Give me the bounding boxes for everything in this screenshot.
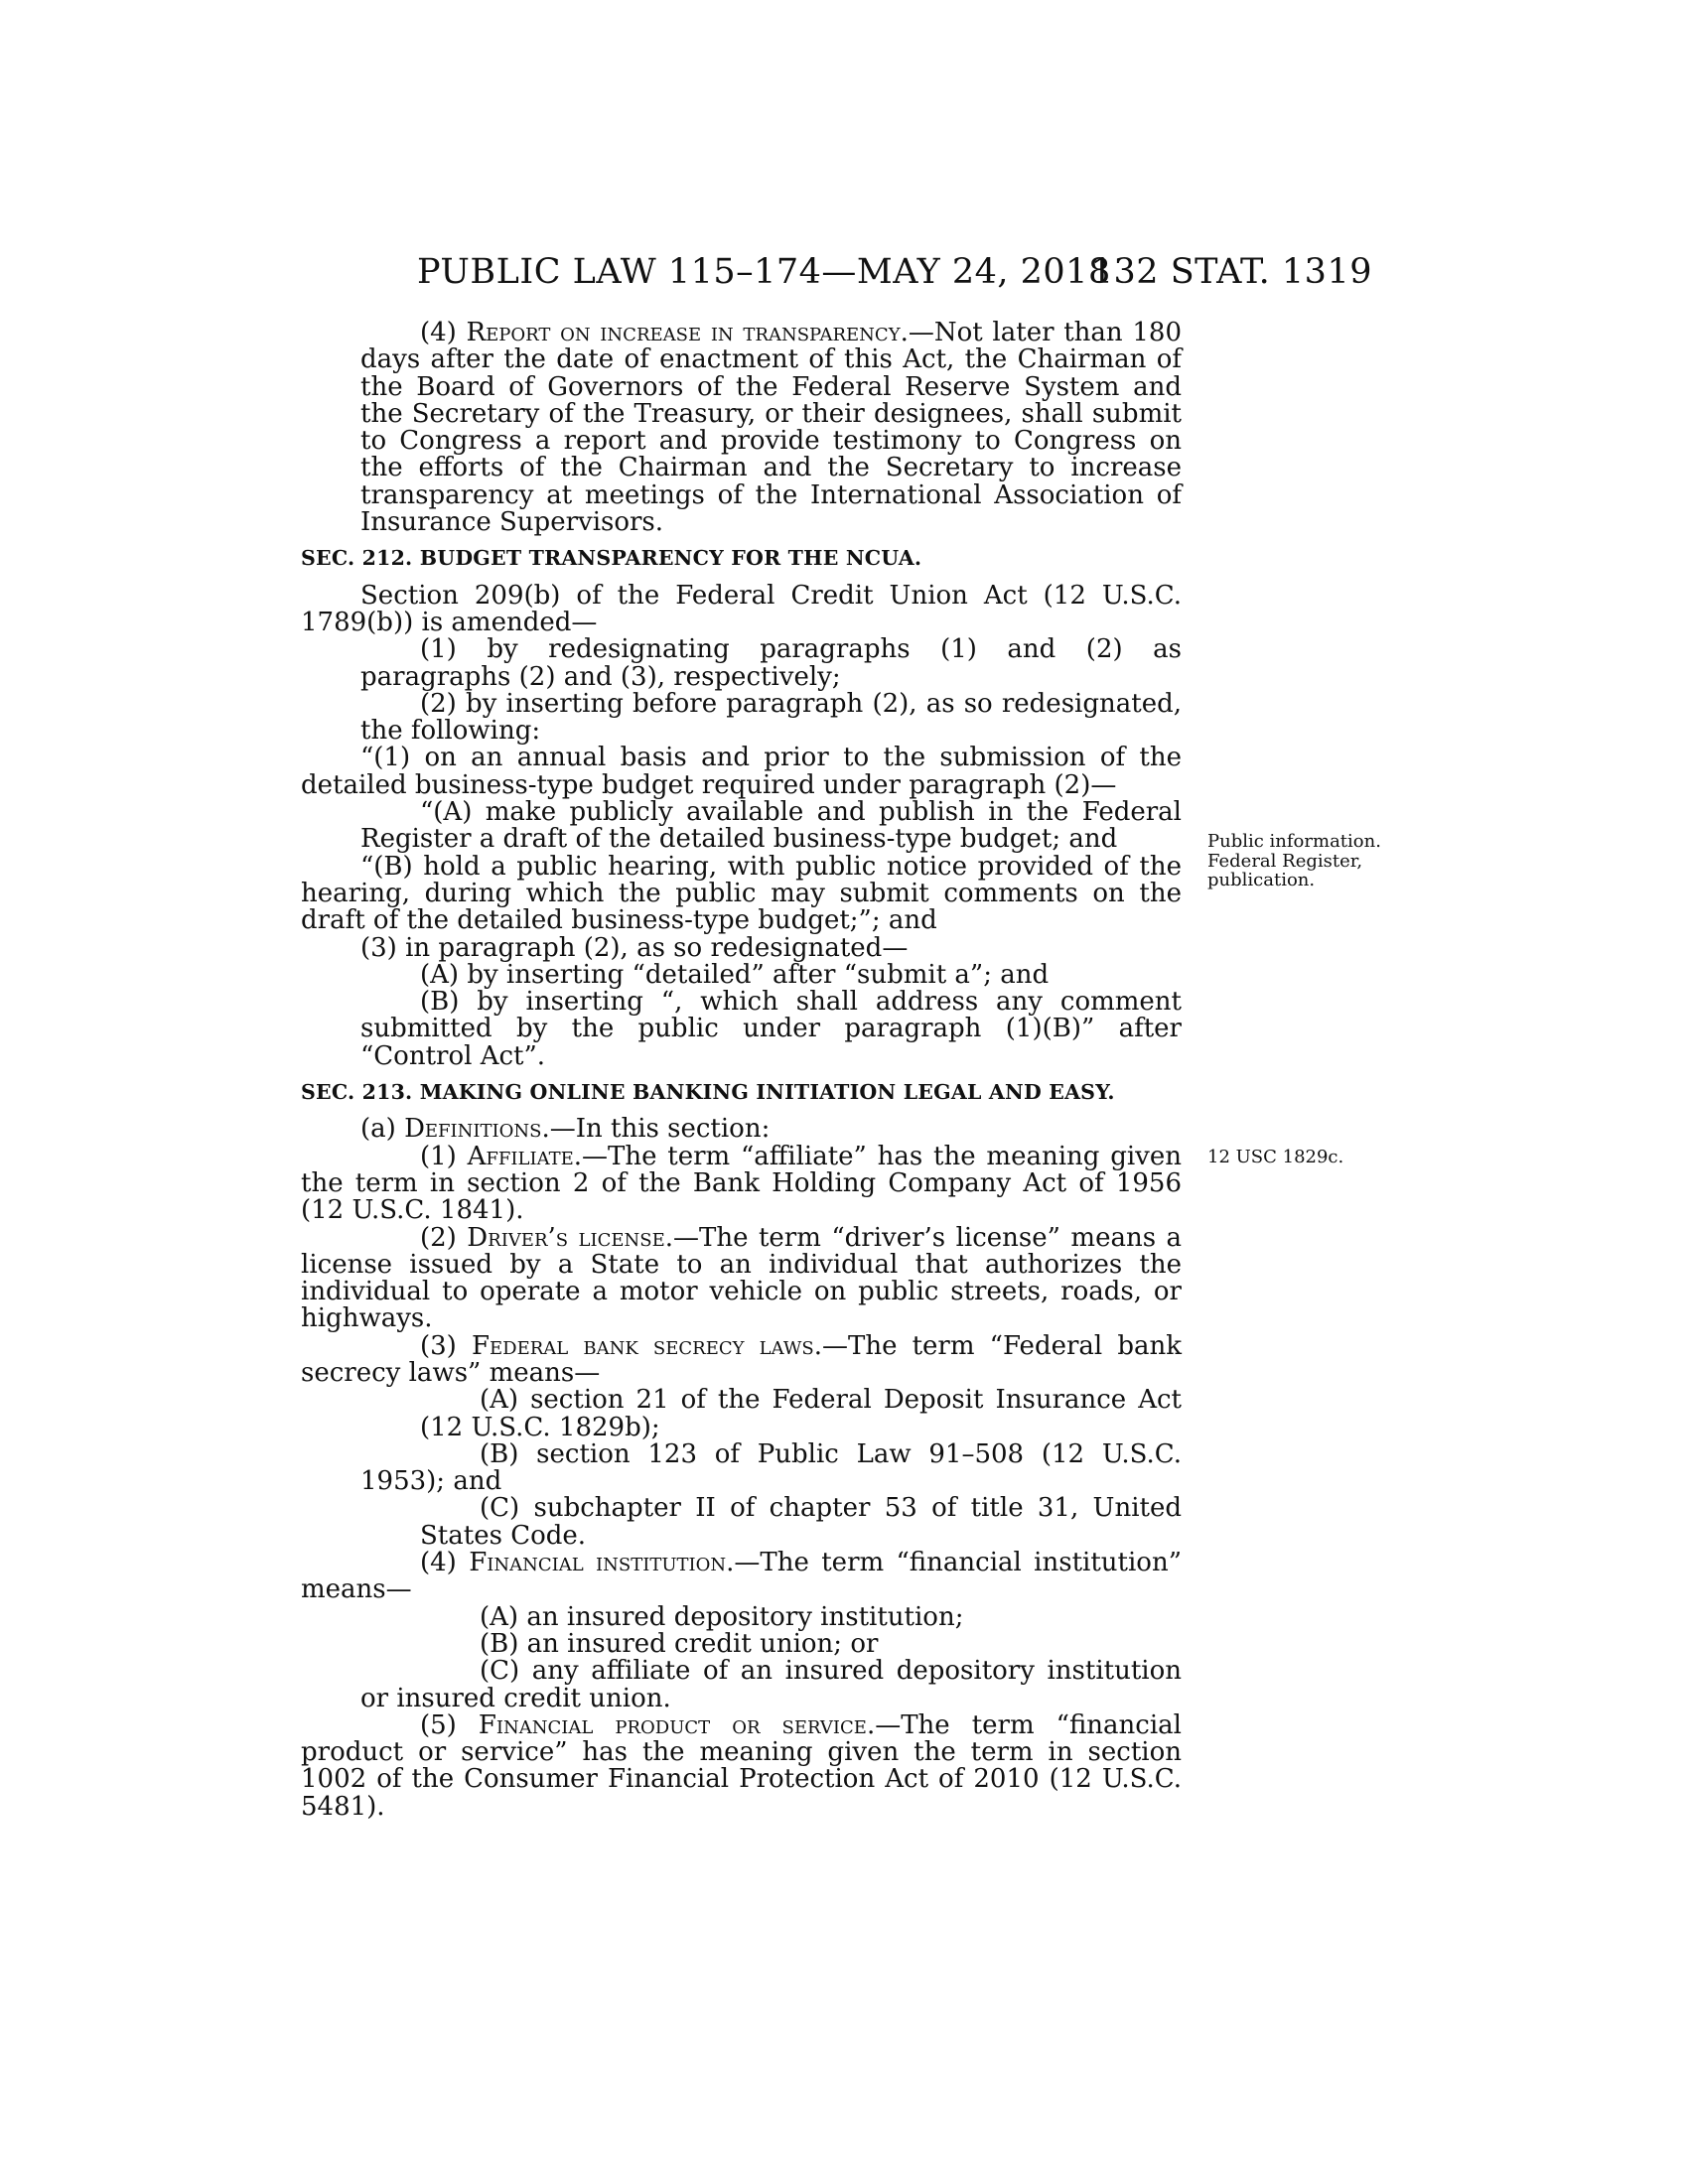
section-213-title: SEC. 213. MAKING ONLINE BANKING INITIATION LEGAL AND EASY. (301, 1080, 1115, 1105)
inserted-paragraph-1: “(1) on an annual basis and prior to the submission of the detailed business-type budget required under paragraph (2)— (301, 743, 1182, 800)
section-212-title: SEC. 212. BUDGET TRANSPARENCY FOR THE NCUA. (301, 546, 922, 571)
page-number: 132 STAT. 1319 (1090, 252, 1372, 292)
amendment-item-2: (2) by inserting before paragraph (2), as so redesignated, the following: (360, 688, 1182, 747)
definition-heading: Federal bank secrecy laws. (471, 1330, 822, 1361)
definition-3-a: (A) section 21 of the Federal Deposit Insurance Act (12 U.S.C. 1829b); (420, 1385, 1182, 1442)
amendment-item-3: (3) in paragraph (2), as so redesignated— (360, 932, 909, 963)
amendment-item-1: (1) by redesignating paragraphs (1) and (2) as paragraphs (2) and (3), respectively; (360, 634, 1182, 692)
paragraph-heading: Report on increase in transparency. (466, 318, 909, 347)
definition-heading: Financial institution. (469, 1548, 735, 1578)
definition-heading: Driver’s license. (467, 1222, 674, 1253)
running-header-title: PUBLIC LAW 115–174—MAY 24, 2018 (417, 252, 1111, 292)
definition-4-c: (C) any affiliate of an insured depository institution or insured credit union. (360, 1656, 1182, 1713)
paragraph-4: (4) Report on increase in transparency.—Not later than 180 days after the date of enactment of this Act, the Chairman of the Board of Governors of the Federal Reserve System and the Secretary of the Treasury, or their designees, shall submit to Congress a report and provide testimony to Congress on the efforts of the Chairman and the Secretary to increase transparency at meetings of the International Association of Insurance Supervisors. (360, 318, 1182, 538)
section-212-intro: Section 209(b) of the Federal Credit Union Act (12 U.S.C. 1789(b)) is amended— (301, 580, 1182, 637)
definition-1: (1) Affiliate.—The term “affiliate” has the meaning given the term in section 2 of the Bank Holding Company Act of 1956 (12 U.S.C. 1841). (301, 1141, 1182, 1226)
definition-3-c: (C) subchapter II of chapter 53 of title 31, United States Code. (420, 1493, 1182, 1551)
amendment-item-3a: (A) by inserting “detailed” after “submit a”; and (420, 959, 1050, 990)
definition-4: (4) Financial institution.—The term “financial institution” means— (301, 1548, 1182, 1605)
definition-3: (3) Federal bank secrecy laws.—The term “Federal bank secrecy laws” means— (301, 1330, 1183, 1388)
sidenote-public-information: Public information. Federal Register, publication. (1207, 831, 1381, 890)
subsection-heading: Definitions. (404, 1114, 550, 1145)
subsection-a: (a) Definitions.—In this section: (360, 1114, 771, 1145)
definition-4-b: (B) an insured credit union; or (480, 1628, 879, 1659)
definition-3-b: (B) section 123 of Public Law 91–508 (12 U.S.C. 1953); and (360, 1438, 1182, 1497)
sidenote-usc-citation: 12 USC 1829c. (1207, 1147, 1344, 1167)
definition-5: (5) Financial product or service.—The term “financial product or service” has the meaning given the term in section 1002 of the Consumer Financial Protection Act of 2010 (12 U.S.C. 5481). (301, 1709, 1182, 1822)
definition-heading: Financial product or service. (478, 1709, 876, 1740)
definition-2: (2) Driver’s license.—The term “driver’s license” means a license issued by a State to an individual that authorizes the individual to operate a motor vehicle on public streets, roads, or highways. (301, 1222, 1183, 1334)
inserted-subparagraph-b: “(B) hold a public hearing, with public notice provided of the hearing, during which the public may submit comments on the draft of the detailed business-type budget;”; and (301, 851, 1182, 936)
document-body (301, 320, 1182, 1821)
inserted-subparagraph-a: “(A) make publicly available and publish in the Federal Register a draft of the detailed business-type budget; and (360, 797, 1182, 855)
amendment-item-3b: (B) by inserting “, which shall address any comment submitted by the public under paragraph (1)(B)” after “Control Act”. (360, 987, 1182, 1071)
definition-heading: Affiliate. (467, 1141, 582, 1171)
definition-4-a: (A) an insured depository institution; (480, 1601, 964, 1632)
